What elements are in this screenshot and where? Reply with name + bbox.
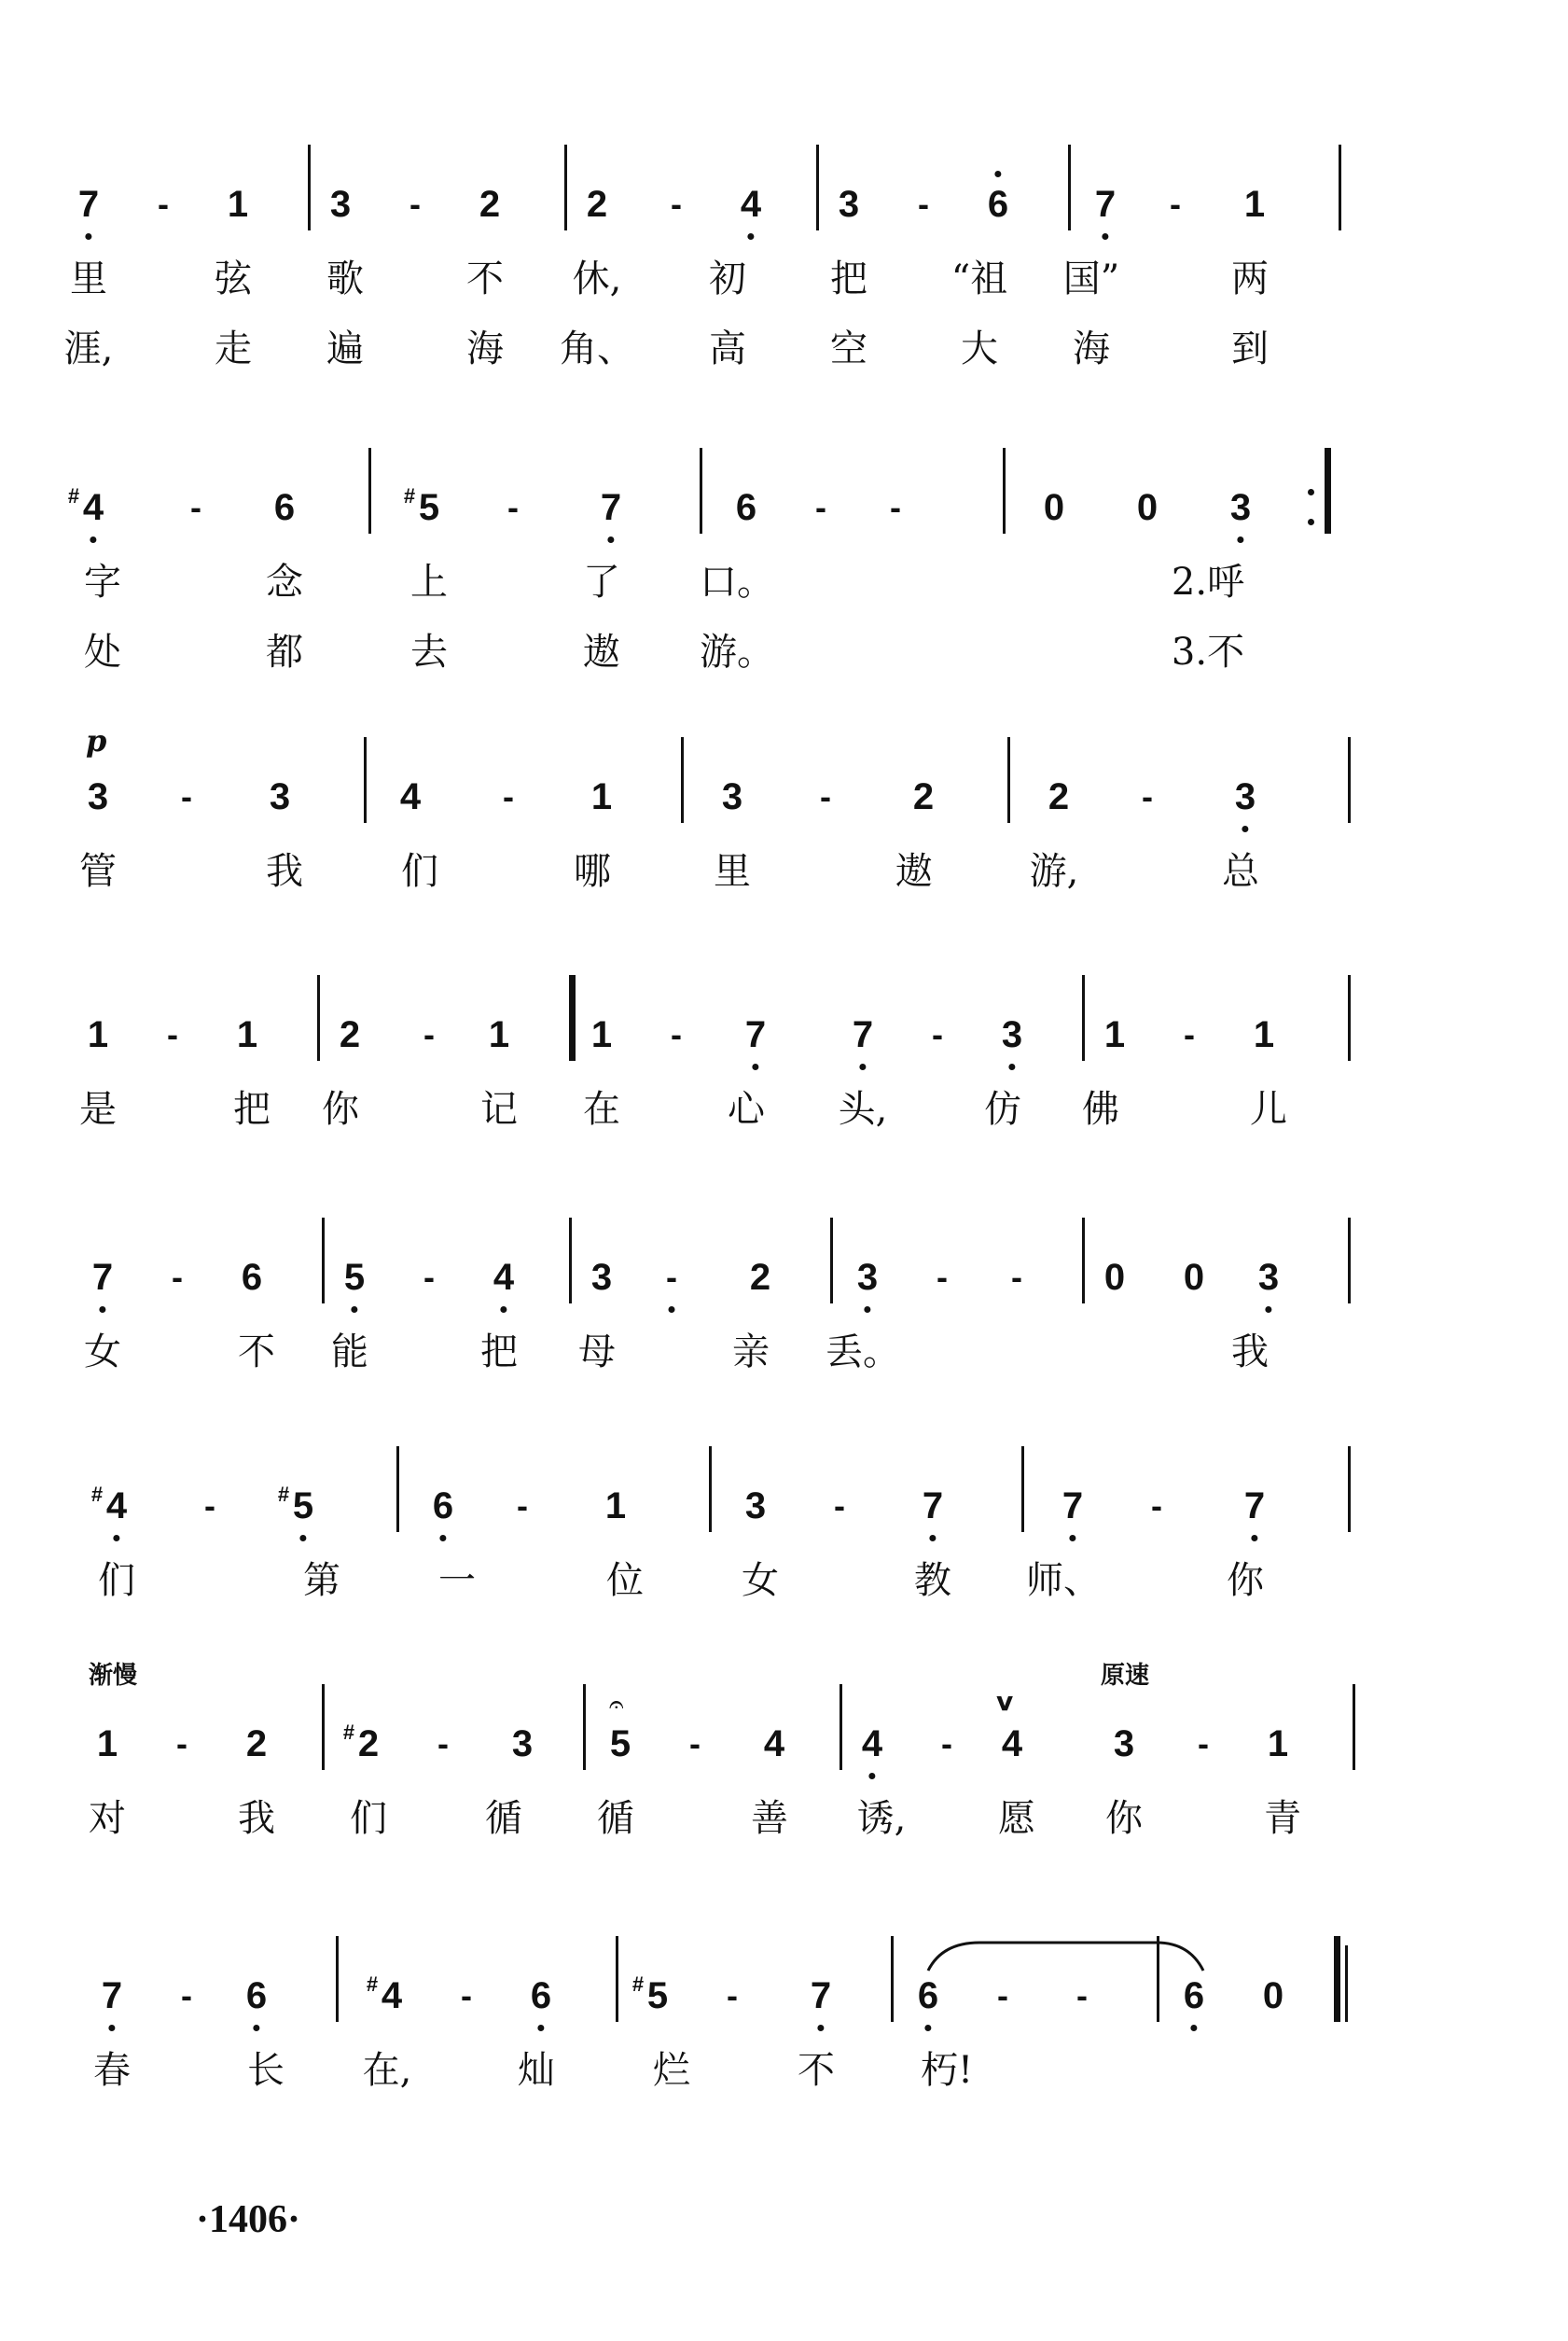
note: 3 (329, 184, 352, 225)
note: 4 (862, 1721, 882, 1766)
barline (1082, 1218, 1085, 1303)
barline (681, 737, 684, 823)
note: 7 (923, 1484, 943, 1528)
note: 1 (1267, 1723, 1289, 1764)
duration-dash: - (1151, 1486, 1162, 1525)
lyric-syllable: 不 (798, 2049, 835, 2092)
lyric-syllable: 灿 (518, 2049, 555, 2092)
music-system (0, 1484, 1568, 1698)
note: 2 # (358, 1721, 379, 1766)
lyric-syllable: 游, (1029, 850, 1079, 893)
barline (1068, 145, 1071, 230)
lyric-syllable-verse3: 高 (709, 327, 746, 370)
barline (840, 1684, 842, 1770)
note: 4 # (106, 1484, 127, 1528)
lyric-syllable-verse3: 遍 (326, 327, 364, 370)
lyric-syllable: 心 (728, 1088, 765, 1131)
lyric-syllable: 在 (583, 1088, 620, 1131)
note: 5 (609, 1723, 631, 1764)
lyric-syllable-verse3: 大 (961, 327, 998, 370)
lyric-syllable-verse3: 海 (466, 327, 504, 370)
note: 3 (269, 776, 291, 817)
lower-octave-dot (1070, 1535, 1076, 1541)
barline (1082, 975, 1085, 1061)
lyric-syllable: 善 (751, 1797, 788, 1840)
duration-dash: - (190, 488, 201, 526)
note: 1 (590, 776, 613, 817)
lyric-syllable: 总 (1222, 850, 1259, 893)
note: 3 (1230, 485, 1251, 530)
barline (1007, 737, 1010, 823)
lower-octave-dot (925, 2025, 932, 2031)
duration-dash: - (941, 1724, 952, 1763)
note: 1 (227, 184, 249, 225)
duration-dash: - (181, 1976, 192, 2014)
barline (1003, 448, 1006, 534)
lower-octave-dot (114, 1535, 120, 1541)
lyric-syllable: 把 (830, 258, 867, 300)
lower-octave-dot (100, 1306, 106, 1313)
lyric-syllable: 女 (84, 1331, 121, 1373)
note: 0 (1136, 487, 1159, 528)
note: 4 (493, 1255, 514, 1300)
lyric-syllable: 母 (578, 1331, 616, 1373)
barline (569, 1218, 572, 1303)
lyric-syllable: 头, (838, 1088, 888, 1131)
duration-dash: - (834, 1486, 845, 1525)
note: 3 (87, 776, 109, 817)
repeat-dot (1308, 489, 1314, 495)
lyric-syllable: 记 (480, 1088, 518, 1131)
note: 7 (92, 1255, 113, 1300)
tempo-marking-a-tempo: 原速 (1101, 1662, 1150, 1690)
note: 0 (1103, 1257, 1126, 1298)
accent-mark: v (996, 1686, 1014, 1717)
lyric-syllable: 弦 (215, 258, 252, 300)
final-barline-thin (1345, 1945, 1348, 2022)
lyric-syllable: 是 (79, 1088, 117, 1131)
note: 0 (1262, 1975, 1284, 2016)
lower-octave-dot (538, 2025, 545, 2031)
barline (583, 1684, 586, 1770)
note: 6 (988, 182, 1008, 227)
lyric-syllable-verse3: 都 (266, 631, 303, 674)
duration-dash: - (1170, 185, 1181, 223)
note: 4 # (382, 1973, 402, 2018)
duration-dash: - (1142, 777, 1153, 815)
sharp-sign: # (342, 1721, 355, 1744)
lower-octave-dot (440, 1535, 447, 1541)
lyric-syllable: 春 (93, 2049, 131, 2092)
barline (317, 975, 320, 1061)
lyric-syllable: 哪 (574, 850, 611, 893)
music-system (0, 1012, 1568, 1227)
sharp-sign: # (90, 1483, 104, 1506)
note: 7 (853, 1012, 873, 1057)
repeat-barline (1334, 1936, 1340, 2022)
music-system (0, 723, 1568, 989)
lower-octave-dot (1266, 1306, 1272, 1313)
note: 4 (1001, 1723, 1023, 1764)
barline (709, 1446, 712, 1532)
tempo-marking-ritardando: 渐慢 (89, 1662, 138, 1690)
lyric-syllable: 把 (233, 1088, 271, 1131)
note: 6 (735, 487, 757, 528)
dynamic-marking: p (86, 723, 107, 759)
barline (1348, 1218, 1351, 1303)
lyric-syllable: 们 (401, 850, 438, 893)
note: 6 (246, 1973, 267, 2018)
lower-octave-dot (352, 1306, 358, 1313)
duration-dash: - (158, 185, 169, 223)
note: 7 (1095, 182, 1116, 227)
lower-octave-dot (109, 2025, 116, 2031)
lyric-syllable: 师、 (1026, 1559, 1101, 1602)
lyric-syllable: 2.呼 (1171, 561, 1245, 604)
lyric-syllable: 朽! (920, 2049, 974, 2092)
barline (1348, 975, 1351, 1061)
note: 5 # (419, 485, 439, 530)
lower-octave-dot (1009, 1064, 1016, 1070)
lower-octave-dot (869, 1773, 876, 1779)
lyric-syllable: 遨 (895, 850, 933, 893)
lower-octave-dot (753, 1064, 759, 1070)
lyric-syllable: 循 (597, 1797, 634, 1840)
lyric-syllable: 不 (466, 258, 504, 300)
note: 3 (1258, 1255, 1279, 1300)
lyric-syllable-verse3: 游。 (700, 631, 774, 674)
lower-octave-dot (1238, 536, 1244, 543)
note: 3 (511, 1723, 534, 1764)
lyric-syllable: 长 (247, 2049, 284, 2092)
music-system (0, 182, 1568, 397)
duration-dash: - (423, 1258, 435, 1296)
note: 2 (245, 1723, 268, 1764)
duration-dash: - (932, 1015, 943, 1053)
lyric-syllable: 了 (583, 561, 620, 604)
note: 7 (102, 1973, 122, 2018)
note: 4 (399, 776, 422, 817)
upper-octave-dot (995, 171, 1002, 177)
note: 3 (721, 776, 743, 817)
lyric-syllable: “祖 (951, 258, 1008, 300)
duration-dash: - (671, 1015, 682, 1053)
music-system (0, 1255, 1568, 1470)
lyric-syllable: 歌 (326, 258, 364, 300)
lyric-syllable-verse3: 去 (410, 631, 448, 674)
note: 2 (479, 184, 501, 225)
duration-dash: - (503, 777, 514, 815)
repeat-dot (1308, 519, 1314, 525)
note: 3 (1002, 1012, 1022, 1057)
lyric-syllable: 管 (79, 850, 117, 893)
duration-dash: - (815, 488, 826, 526)
note: 7 (78, 182, 99, 227)
duration-dash: - (666, 1255, 677, 1300)
note: 2 (749, 1257, 771, 1298)
page-number: ·1406· (196, 2198, 301, 2241)
duration-dash: - (937, 1258, 948, 1296)
lyric-syllable: 第 (303, 1559, 340, 1602)
duration-dash: - (517, 1486, 528, 1525)
note: 6 (433, 1484, 453, 1528)
lyric-syllable: 字 (84, 561, 121, 604)
lyric-syllable: 两 (1231, 258, 1269, 300)
note: 1 (96, 1723, 118, 1764)
note: 3 (1235, 774, 1256, 819)
note: 1 (236, 1014, 258, 1055)
lyric-syllable: 初 (709, 258, 746, 300)
barline (564, 145, 567, 230)
barline (364, 737, 367, 823)
note: 7 (811, 1973, 831, 2018)
lower-octave-dot (1252, 1535, 1258, 1541)
lyric-syllable: 丢。 (826, 1331, 900, 1373)
barline (336, 1936, 339, 2022)
lyric-syllable: 对 (89, 1797, 126, 1840)
barline (396, 1446, 399, 1532)
lyric-syllable-verse3: 到 (1231, 327, 1269, 370)
lyric-syllable: 教 (914, 1559, 951, 1602)
note: 5 # (293, 1484, 313, 1528)
duration-dash: - (423, 1015, 435, 1053)
lyric-syllable: 诱, (856, 1797, 907, 1840)
lower-octave-dot (90, 536, 97, 543)
lyric-syllable: 们 (350, 1797, 387, 1840)
duration-dash: - (671, 185, 682, 223)
repeat-barline (1325, 448, 1331, 534)
lyric-syllable: 能 (331, 1331, 368, 1373)
lower-octave-dot (930, 1535, 937, 1541)
lyric-syllable: 佛 (1082, 1088, 1119, 1131)
duration-dash: - (409, 185, 421, 223)
duration-dash: - (890, 488, 901, 526)
note: 2 (912, 776, 935, 817)
lower-octave-dot (254, 2025, 260, 2031)
note: 2 (339, 1014, 361, 1055)
note: 7 (1062, 1484, 1083, 1528)
duration-dash: - (820, 777, 831, 815)
lyric-syllable: 你 (322, 1088, 359, 1131)
barline (1348, 1446, 1351, 1532)
tie-path (928, 1943, 1203, 1971)
sharp-sign: # (631, 1972, 645, 1996)
duration-dash: - (437, 1724, 449, 1763)
barline (1021, 1446, 1024, 1532)
note: 1 (1243, 184, 1266, 225)
lower-octave-dot (501, 1306, 507, 1313)
lower-octave-dot (669, 1306, 675, 1313)
note: 6 (531, 1973, 551, 2018)
lyric-syllable: 循 (485, 1797, 522, 1840)
lyric-syllable: 们 (98, 1559, 135, 1602)
barline (816, 145, 819, 230)
duration-dash: - (997, 1976, 1008, 2014)
barline (322, 1218, 325, 1303)
note: 0 (1043, 487, 1065, 528)
note: 4 (763, 1723, 785, 1764)
lyric-syllable: 一 (438, 1559, 476, 1602)
duration-dash: - (204, 1486, 215, 1525)
lyric-syllable-verse3: 处 (84, 631, 121, 674)
duration-dash: - (176, 1724, 187, 1763)
barline (891, 1936, 894, 2022)
barline (1348, 737, 1351, 823)
lower-octave-dot (300, 1535, 307, 1541)
sharp-sign: # (366, 1972, 379, 1996)
note: 3 (744, 1485, 767, 1526)
lyric-syllable-verse3: 角、 (560, 327, 634, 370)
barline (1339, 145, 1341, 230)
lyric-syllable-verse3: 走 (215, 327, 252, 370)
sharp-sign: # (277, 1483, 290, 1506)
lyric-syllable-verse3: 海 (1073, 327, 1110, 370)
lower-octave-dot (608, 536, 615, 543)
note: 3 (857, 1255, 878, 1300)
duration-dash: - (181, 777, 192, 815)
lyric-syllable: 口。 (700, 561, 774, 604)
music-system (0, 485, 1568, 700)
note: 1 (1253, 1014, 1275, 1055)
duration-dash: - (1076, 1976, 1088, 2014)
note: 6 (241, 1257, 263, 1298)
lyric-syllable: 你 (1105, 1797, 1143, 1840)
lyric-syllable: 青 (1264, 1797, 1301, 1840)
lyric-syllable: 你 (1227, 1559, 1264, 1602)
note: 3 (590, 1257, 613, 1298)
note: 1 (1103, 1014, 1126, 1055)
barline (616, 1936, 618, 2022)
barline (368, 448, 371, 534)
lower-octave-dot (865, 1306, 871, 1313)
duration-dash: - (727, 1976, 738, 2014)
duration-dash: - (507, 488, 519, 526)
lower-octave-dot (748, 233, 755, 240)
lyric-syllable-verse3: 3.不 (1171, 631, 1245, 674)
note: 3 (1113, 1723, 1135, 1764)
note: 4 # (83, 485, 104, 530)
duration-dash: - (461, 1976, 472, 2014)
lyric-syllable: 女 (742, 1559, 779, 1602)
lower-octave-dot (86, 233, 92, 240)
lyric-syllable: 把 (480, 1331, 518, 1373)
lyric-syllable: 我 (1231, 1331, 1269, 1373)
note: 0 (1183, 1257, 1205, 1298)
lyric-syllable: 烂 (653, 2049, 690, 2092)
note: 6 (1184, 1973, 1204, 2018)
barline (700, 448, 702, 534)
lyric-syllable: 亲 (732, 1331, 770, 1373)
lyric-syllable: 位 (606, 1559, 644, 1602)
duration-dash: - (689, 1724, 701, 1763)
duration-dash: - (1198, 1724, 1209, 1763)
lyric-syllable: 我 (266, 850, 303, 893)
sharp-sign: # (67, 484, 80, 508)
note: 1 (488, 1014, 510, 1055)
duration-dash: - (172, 1258, 183, 1296)
lyric-syllable: 国” (1062, 258, 1120, 300)
lower-octave-dot (1191, 2025, 1198, 2031)
barline (830, 1218, 833, 1303)
note: 7 (601, 485, 621, 530)
music-system (0, 1973, 1568, 2188)
note: 5 (344, 1255, 365, 1300)
lower-octave-dot (1242, 826, 1249, 832)
note: 5 # (647, 1973, 668, 2018)
note: 3 (838, 184, 860, 225)
lyric-syllable: 愿 (998, 1797, 1035, 1840)
lyric-syllable: 里 (70, 258, 107, 300)
note: 6 (918, 1973, 938, 2018)
barline (1353, 1684, 1355, 1770)
lyric-syllable: 在, (362, 2049, 412, 2092)
note: 6 (273, 487, 296, 528)
tie-slur (923, 1938, 1222, 1975)
lyric-syllable: 我 (238, 1797, 275, 1840)
lyric-syllable: 上 (410, 561, 448, 604)
repeat-barline (569, 975, 576, 1061)
sharp-sign: # (403, 484, 416, 508)
lyric-syllable: 儿 (1250, 1088, 1287, 1131)
barline (322, 1684, 325, 1770)
lyric-syllable: 休, (572, 258, 622, 300)
duration-dash: - (1011, 1258, 1022, 1296)
duration-dash: - (167, 1015, 178, 1053)
lyric-syllable: 不 (238, 1331, 275, 1373)
lyric-syllable: 念 (266, 561, 303, 604)
note: 2 (586, 184, 608, 225)
lyric-syllable: 里 (714, 850, 751, 893)
lyric-syllable-verse3: 涯, (63, 327, 114, 370)
music-system (0, 1662, 1568, 1936)
duration-dash: - (918, 185, 929, 223)
note: 1 (590, 1014, 613, 1055)
note: 1 (87, 1014, 109, 1055)
lyric-syllable: 仿 (984, 1088, 1021, 1131)
note: 7 (1244, 1484, 1265, 1528)
note: 2 (1048, 776, 1070, 817)
note: 4 (741, 182, 761, 227)
lower-octave-dot (860, 1064, 867, 1070)
lower-octave-dot (1103, 233, 1109, 240)
duration-dash: - (1184, 1015, 1195, 1053)
fermata-icon: 𝄐 (609, 1689, 624, 1720)
lyric-syllable-verse3: 空 (830, 327, 867, 370)
barline (308, 145, 311, 230)
lyric-syllable-verse3: 遨 (583, 631, 620, 674)
lower-octave-dot (818, 2025, 825, 2031)
note: 7 (745, 1012, 766, 1057)
note: 1 (604, 1485, 627, 1526)
